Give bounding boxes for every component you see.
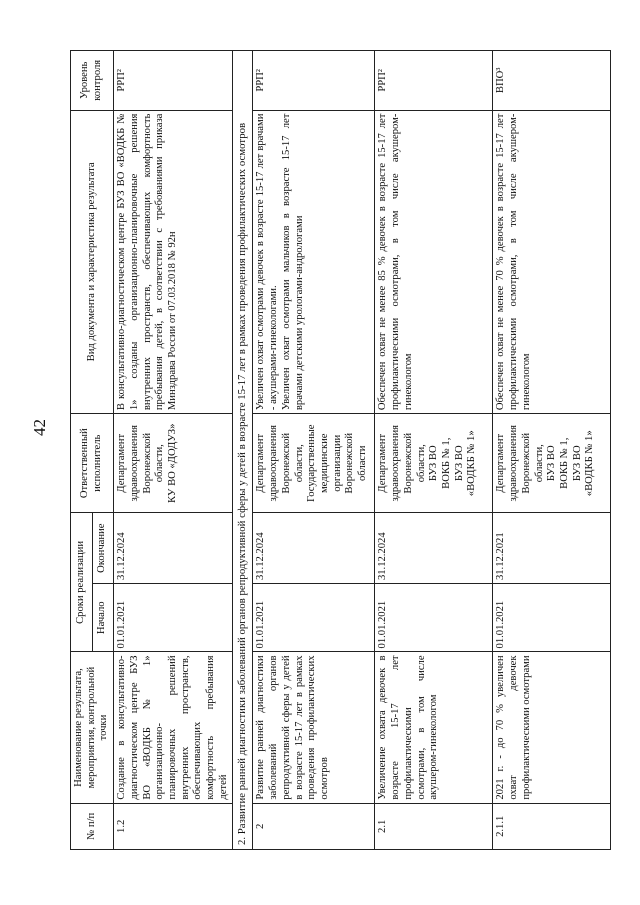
table-row bbox=[114, 51, 233, 850]
row-level: РРП² bbox=[253, 51, 375, 111]
rotated-table-container bbox=[70, 50, 600, 850]
row-end: 31.12.2021 bbox=[493, 513, 611, 584]
row-start: 01.01.2021 bbox=[114, 584, 233, 652]
row-responsible: Департамент здравоохранения Воронежской области, БУЗ ВО ВОКБ № 1, БУЗ ВО «ВОДКБ № 1» bbox=[493, 414, 611, 513]
row-name: Увеличение охвата девочек в возрасте 15-17 лет профилактическими осмотрами, в том числе акушером-гинекологом bbox=[375, 652, 493, 803]
table-row bbox=[493, 51, 611, 850]
section-title: 2. Развитие ранней диагностики заболеваний органов репродуктивной сферы у детей в возрасте 15-17 лет в рамках проведения профилактических осмотров bbox=[233, 51, 253, 850]
row-name: Создание в консультативно-диагностическом центре БУЗ ВО «ВОДКБ № 1» организационно-планировочных решений внутренних пространств, обеспечивающих комфортность пребывания детей bbox=[114, 652, 233, 803]
row-name: Развитие ранней диагностики заболеваний органов репродуктивной сферы у детей в возрасте 15-17 лет в рамках проведения профилактических осмотров bbox=[253, 652, 375, 803]
row-num: 1.2 bbox=[114, 803, 233, 849]
row-doc: Обеспечен охват не менее 85 % девочек в возрасте 15-17 лет профилактическими осмотрами, в том числе акушером-гинекологом bbox=[375, 110, 493, 413]
row-name: 2021 г. - до 70 % увеличен охват девочек профилактическими осмотрами bbox=[493, 652, 611, 803]
row-level: РРП² bbox=[114, 51, 233, 111]
plan-table bbox=[70, 50, 611, 850]
header-num: № п/п bbox=[71, 803, 114, 849]
table-row bbox=[375, 51, 493, 850]
page-number: 42 bbox=[30, 419, 49, 436]
row-responsible: Департамент здравоохранения Воронежской области, БУЗ ВО ВОКБ № 1, БУЗ ВО «ВОДКБ № 1» bbox=[375, 414, 493, 513]
header-doc: Вид документа и характеристика результата bbox=[71, 110, 114, 413]
row-num: 2.1.1 bbox=[493, 803, 611, 849]
row-responsible: Департамент здравоохранения Воронежской области, КУ ВО «ДОДУЗ» bbox=[114, 414, 233, 513]
header-start: Начало bbox=[92, 584, 114, 652]
row-responsible: Департамент здравоохранения Воронежской области, Государственные медицинские организации Воронежской области bbox=[253, 414, 375, 513]
row-start: 01.01.2021 bbox=[253, 584, 375, 652]
header-terms: Сроки реализации bbox=[71, 513, 93, 652]
row-start: 01.01.2021 bbox=[375, 584, 493, 652]
header-name: Наименование результата, мероприятия, контрольной точки bbox=[71, 652, 114, 803]
table-row bbox=[253, 51, 375, 850]
row-num: 2 bbox=[253, 803, 375, 849]
row-doc: Увеличен охват осмотрами девочек в возрасте 15-17 лет врачами - акушерами-гинекологами. Увеличен охват осмотрами мальчиков в возрасте 15-17 лет врачами детскими урологами-андрологами bbox=[253, 110, 375, 413]
header-end: Окончание bbox=[92, 513, 114, 584]
row-doc: Обеспечен охват не менее 70 % девочек в возрасте 15-17 лет профилактическими осмотрами, в том числе акушером-гинекологом bbox=[493, 110, 611, 413]
header-level: Уровень контроля bbox=[71, 51, 114, 111]
row-end: 31.12.2024 bbox=[114, 513, 233, 584]
row-level: РРП² bbox=[375, 51, 493, 111]
row-start: 01.01.2021 bbox=[493, 584, 611, 652]
section-row bbox=[233, 51, 253, 850]
header-responsible: Ответственный исполнитель bbox=[71, 414, 114, 513]
row-doc: В консультативно-диагностическом центре БУЗ ВО «ВОДКБ № 1» созданы организационно-планировочные решения внутренних пространств, обеспечивающих комфортность пребывания детей, в соответствии с требованиями приказа Минздрава России от 07.03.2018 № 92н bbox=[114, 110, 233, 413]
row-end: 31.12.2024 bbox=[375, 513, 493, 584]
row-level: ВПО³ bbox=[493, 51, 611, 111]
row-num: 2.1 bbox=[375, 803, 493, 849]
row-end: 31.12.2024 bbox=[253, 513, 375, 584]
